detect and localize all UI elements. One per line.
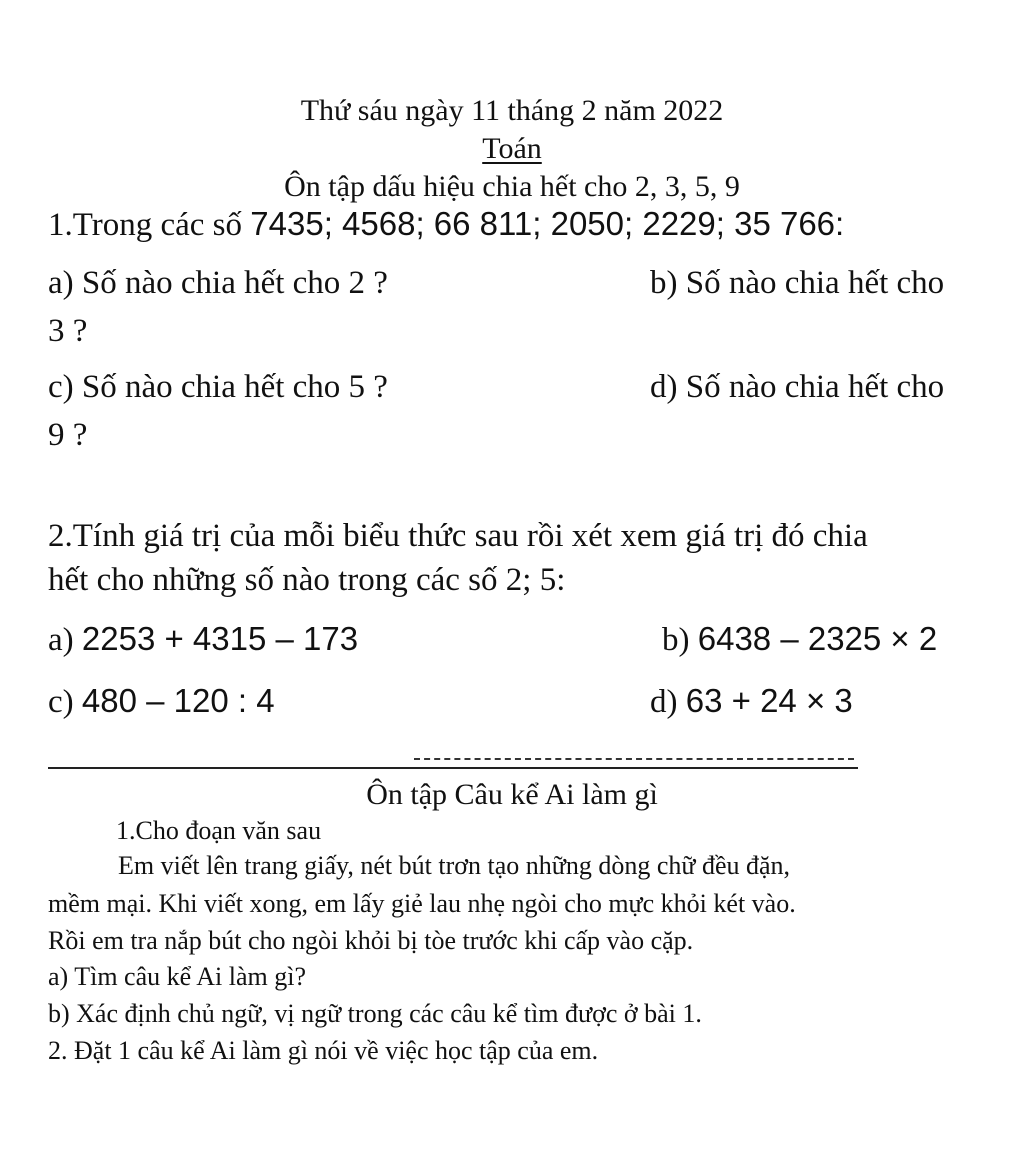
q1-option-d-continued: 9 ?	[48, 417, 88, 453]
solid-divider	[48, 767, 858, 769]
date-line: Thứ sáu ngày 11 tháng 2 năm 2022	[300, 94, 724, 127]
subject-wrapper	[0, 134, 1024, 164]
q1-option-b-continued: 3 ?	[48, 313, 88, 349]
q2-prompt-line1: 2.Tính giá trị của mỗi biểu thức sau rồi xét xem giá trị đó chia	[48, 518, 868, 554]
q2-expression-d	[650, 684, 853, 719]
passage-line-3: Rồi em tra nắp bút cho ngòi khỏi bị tòe trước khi cấp vào cặp.	[48, 926, 694, 955]
q2-a-label: a)	[48, 622, 82, 658]
passage-line-1: Em viết lên trang giấy, nét bút trơn tạo những dòng chữ đều đặn,	[118, 851, 791, 880]
q2-c-expr: 480 – 120 : 4	[81, 682, 275, 719]
q2-expression-a	[48, 622, 358, 657]
q2-d-expr: 63 + 24 × 3	[685, 682, 853, 719]
viet-task-b: b) Xác định chủ ngữ, vị ngữ trong các câu kể tìm được ở bài 1.	[48, 999, 702, 1028]
q2-a-expr: 2253 + 4315 – 173	[81, 620, 359, 657]
viet-q2: 2. Đặt 1 câu kể Ai làm gì nói về việc học tập của em.	[48, 1036, 599, 1065]
q2-c-label: c)	[48, 684, 82, 720]
q2-expression-b	[662, 622, 937, 657]
topic-line: Ôn tập dấu hiệu chia hết cho 2, 3, 5, 9	[284, 170, 740, 203]
q2-b-label: b)	[662, 622, 698, 658]
q1-prompt	[48, 207, 844, 242]
q2-b-expr: 6438 – 2325 × 2	[697, 620, 938, 657]
q1-option-d: d) Số nào chia hết cho	[650, 369, 945, 405]
q1-option-b: b) Số nào chia hết cho	[650, 265, 945, 301]
q2-expression-c	[48, 684, 275, 719]
q1-prompt-text: 1.Trong các số	[48, 207, 251, 243]
q2-prompt-line2: hết cho những số nào trong các số 2; 5:	[48, 562, 566, 598]
q2-d-label: d)	[650, 684, 686, 720]
viet-q1-label: 1.Cho đoạn văn sau	[116, 816, 322, 845]
viet-task-a: a) Tìm câu kể Ai làm gì?	[48, 962, 306, 991]
passage-line-2: mềm mại. Khi viết xong, em lấy giẻ lau nhẹ ngòi cho mực khỏi két vào.	[48, 889, 796, 918]
vietnamese-section-title: Ôn tập Câu kể Ai làm gì	[366, 778, 658, 811]
q1-option-c: c) Số nào chia hết cho 5 ?	[48, 369, 388, 405]
subject-title: Toán	[482, 132, 542, 165]
dashed-divider	[414, 758, 854, 760]
q1-option-a: a) Số nào chia hết cho 2 ?	[48, 265, 388, 301]
q1-prompt-numbers: 7435; 4568; 66 811; 2050; 2229; 35 766:	[250, 205, 845, 242]
